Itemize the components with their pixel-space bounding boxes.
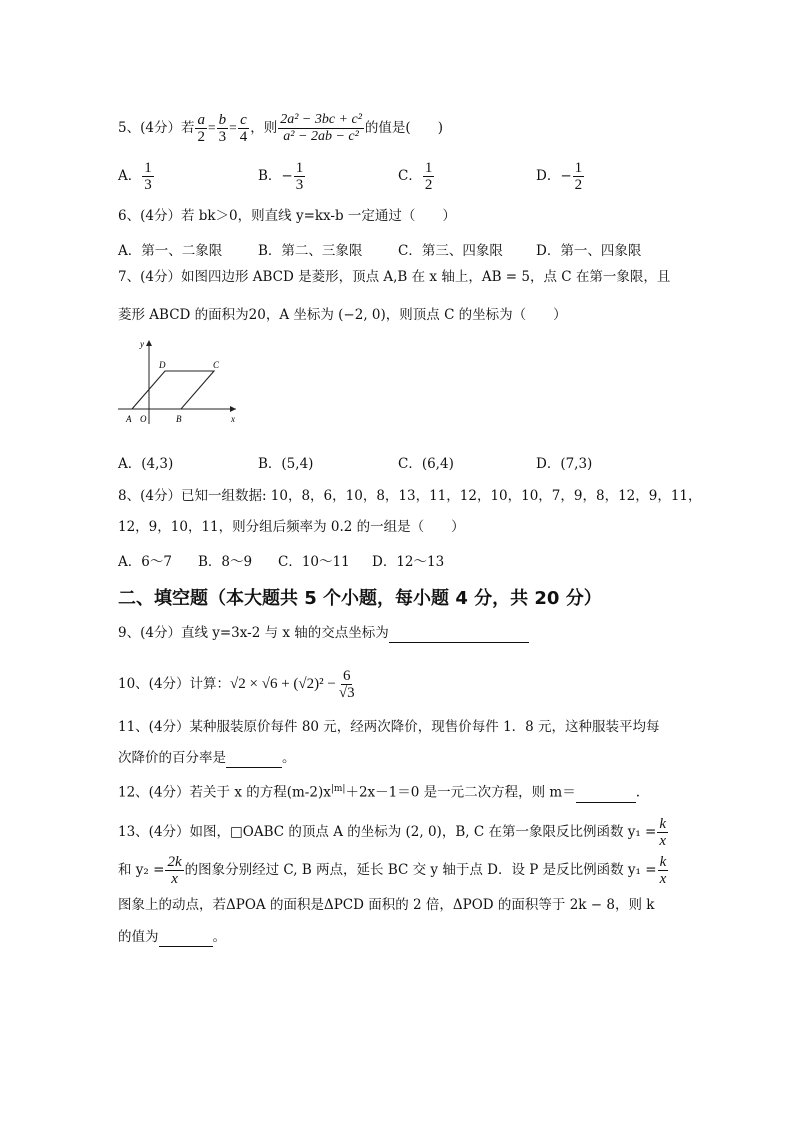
x-axis-arrow (230, 406, 236, 412)
q11-stem-line2: 次降价的百分率是 。 (118, 750, 296, 766)
label-x: x (231, 414, 235, 424)
q5-stem: 5、(4分）若 $\frac{a}{2}$ = $\frac{b}{3}$ = $\frac{c}{4}$ ，则 $\frac{\text{2a² − 3bc + c²}}{\text{a² − 2ab − c²}}$ 的值是( ) (118, 112, 443, 145)
q7-option-b[interactable]: B．(5,4) (258, 456, 314, 472)
rhombus-abcd (132, 371, 214, 409)
q8-option-d[interactable]: D．12～13 (372, 554, 445, 570)
q7-option-a[interactable]: A．(4,3) (118, 456, 174, 472)
label-a: A (126, 414, 132, 424)
q13-stem-line2: 和 y₂ = $\frac{2k}{x}$ 的图象分别经过 C, B 两点，延长 BC 交 y 轴于点 D．设 P 是反比例函数 y₁ = $\frac{k}{x}$ (118, 854, 667, 887)
q13-stem-line1: 13、(4分）如图，□OABC 的顶点 A 的坐标为 (2, 0)，B, C 在第一象限反比例函数 y₁ = $\frac{k}{x}$ (118, 816, 667, 849)
q6-stem: 6、(4分）若 bk＞0，则直线 y=kx-b 一定通过（ ） (118, 208, 456, 224)
label-b: B (176, 414, 182, 424)
q13-answer-blank[interactable] (159, 928, 213, 947)
label-d: D (159, 360, 166, 370)
q6-option-d[interactable]: D．第一、四象限 (536, 243, 642, 259)
q5-option-b[interactable]: B．− $\frac{1}{3}$ (258, 160, 304, 193)
q13-stem-line3: 图象上的动点，若ΔPOA 的面积是ΔPCD 面积的 2 倍，ΔPOD 的面积等于 2k − 8，则 k (118, 897, 655, 913)
q7-rhombus-figure (118, 336, 243, 428)
q13-stem-line4: 的值为 。 (118, 929, 226, 945)
y-axis-arrow (146, 340, 152, 346)
q6-option-a[interactable]: A．第一、二象限 (118, 243, 223, 259)
q11-stem-line1: 11、(4分）某种服装原价每件 80 元，经两次降价，现售价每件 1．8 元，这种服装平均每 (118, 719, 660, 735)
q8-option-a[interactable]: A．6～7 (118, 554, 172, 570)
section-fill-in-heading: 二、填空题（本大题共 5 个小题，每小题 4 分，共 20 分） (118, 588, 602, 609)
label-c: C (213, 360, 220, 370)
q11-answer-blank[interactable] (226, 749, 282, 768)
q7-stem-line1: 7、(4分）如图四边形 ABCD 是菱形，顶点 A,B 在 x 轴上，AB = 5，点 C 在第一象限，且 (118, 269, 671, 285)
q9-answer-blank[interactable] (389, 624, 529, 643)
q5-option-d[interactable]: D．− $\frac{1}{2}$ (536, 160, 583, 193)
q10-stem: 10、(4分）计算：√2 × √6 + (√2)² − $\frac{6}{√3}$ (118, 668, 355, 701)
q6-option-c[interactable]: C．第三、四象限 (398, 243, 503, 259)
q5-option-c[interactable]: C． $\frac{1}{2}$ (398, 160, 433, 193)
label-o: O (140, 414, 147, 424)
q7-stem-line2: 菱形 ABCD 的面积为20，A 坐标为 (−2, 0)，则顶点 C 的坐标为（ ） (118, 307, 567, 323)
q7-option-d[interactable]: D．(7,3) (536, 456, 593, 472)
q6-option-b[interactable]: B．第二、三象限 (258, 243, 363, 259)
q5-option-a[interactable]: A． $\frac{1}{3}$ (118, 160, 152, 193)
q8-option-c[interactable]: C．10～11 (278, 554, 350, 570)
q12-answer-blank[interactable] (576, 784, 636, 803)
q9-stem: 9、(4分）直线 y=3x-2 与 x 轴的交点坐标为 (118, 624, 529, 643)
label-y: y (140, 339, 144, 349)
q8-stem-line2: 12，9，10，11，则分组后频率为 0.2 的一组是（ ） (118, 519, 465, 535)
q7-option-c[interactable]: C．(6,4) (398, 456, 454, 472)
q12-stem: 12、(4分）若关于 x 的方程$(m-2)x^{|m|}+2x-1=0$ 是一元二次方程，则 m＝ . (118, 784, 641, 801)
q8-stem-line1: 8、(4分）已知一组数据: 10，8，6，10，8，13，11，12，10，10，7，9，8，12，9，11， (118, 488, 702, 504)
q8-option-b[interactable]: B．8～9 (198, 554, 253, 570)
